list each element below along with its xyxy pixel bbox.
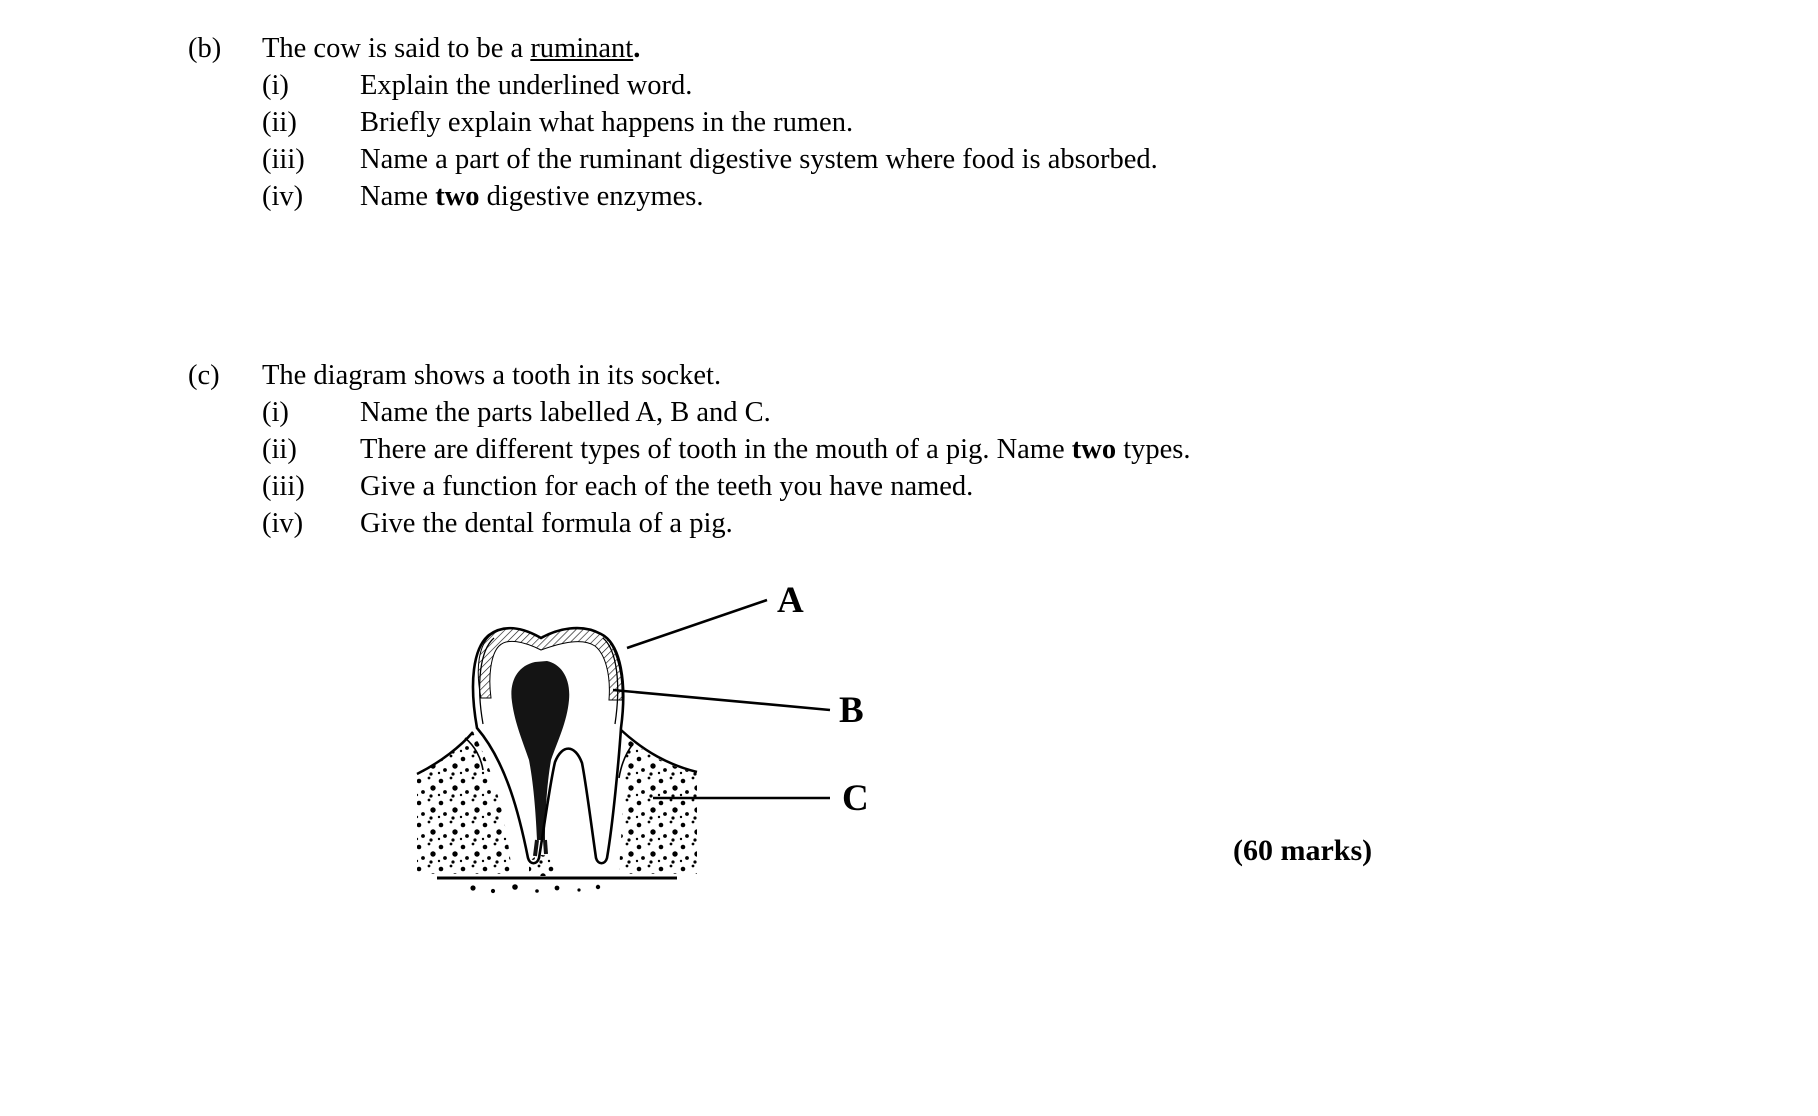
tooth-diagram — [415, 578, 885, 914]
question-intro — [188, 357, 1628, 394]
intro-text: The cow is said to be a ruminant. — [262, 33, 641, 64]
label-line-a — [627, 600, 767, 648]
baseline-dots — [470, 884, 600, 893]
label-c: C — [842, 778, 869, 819]
question-item — [262, 104, 1628, 141]
question-item — [262, 141, 1628, 178]
item-text: There are different types of tooth in the mouth of a pig. Name two types. — [360, 434, 1191, 465]
root-canal-left — [535, 840, 537, 856]
item-number: (ii) — [262, 107, 297, 138]
item-number: (i) — [262, 70, 289, 101]
question-item — [262, 178, 1628, 215]
tooth-in-socket-illustration — [415, 578, 885, 914]
question-item — [262, 431, 1628, 468]
label-line-b — [613, 690, 830, 710]
label-a: A — [777, 580, 804, 621]
question-section-c — [188, 357, 1628, 542]
question-item — [262, 67, 1628, 104]
question-item — [262, 468, 1628, 505]
question-item — [262, 505, 1628, 542]
question-items — [262, 67, 1628, 215]
item-number: (iii) — [262, 471, 305, 502]
root-canal-right — [545, 840, 546, 854]
section-label: (c) — [188, 360, 220, 391]
item-number: (ii) — [262, 434, 297, 465]
question-intro — [188, 30, 1628, 67]
item-text: Name a part of the ruminant digestive system where food is absorbed. — [360, 144, 1158, 175]
question-item — [262, 394, 1628, 431]
question-items — [262, 394, 1628, 542]
item-number: (i) — [262, 397, 289, 428]
intro-text: The diagram shows a tooth in its socket. — [262, 360, 722, 391]
section-label: (b) — [188, 33, 222, 64]
item-number: (iv) — [262, 508, 304, 539]
item-text: Briefly explain what happens in the rumen. — [360, 107, 854, 138]
marks-total: (60 marks) — [1233, 834, 1373, 867]
bone-right — [619, 738, 697, 874]
item-number: (iv) — [262, 181, 304, 212]
bone-interradicular — [529, 855, 555, 876]
label-b: B — [839, 690, 864, 731]
item-text: Explain the underlined word. — [360, 70, 693, 101]
item-text: Name the parts labelled A, B and C. — [360, 397, 771, 428]
item-text: Give a function for each of the teeth you have named. — [360, 471, 974, 502]
item-text: Name two digestive enzymes. — [360, 181, 704, 212]
bone-left — [417, 732, 512, 874]
item-number: (iii) — [262, 144, 305, 175]
question-section-b — [188, 30, 1628, 215]
item-text: Give the dental formula of a pig. — [360, 508, 733, 539]
